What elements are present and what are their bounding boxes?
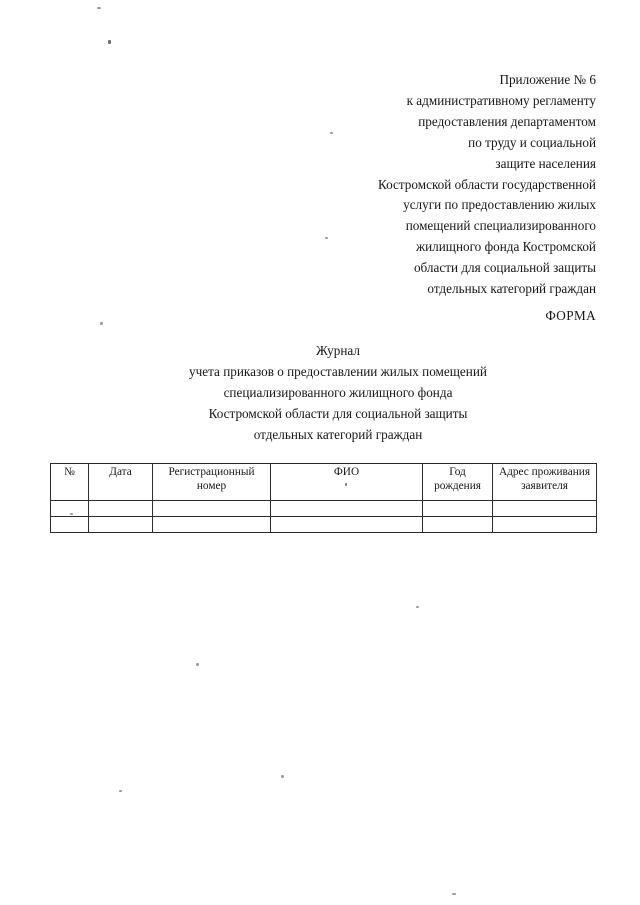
column-header-applicant-address	[493, 464, 597, 501]
cell-number	[51, 517, 89, 533]
cell-number	[51, 501, 89, 517]
appendix-line: Костромской области государственной	[377, 176, 596, 192]
column-header-number	[51, 464, 89, 501]
title-line: Костромской области для социальной защиты	[208, 405, 468, 421]
appendix-line: защите населения	[495, 155, 596, 171]
cell-date	[89, 517, 153, 533]
title-line: специализированного жилищного фонда	[223, 384, 453, 400]
form-label: ФОРМА	[545, 308, 596, 323]
cell-full-name	[271, 501, 423, 517]
table-row	[51, 517, 597, 533]
appendix-line: жилищного фонда Костромской	[415, 239, 596, 255]
page-title: Журнал	[316, 343, 360, 358]
column-header-full-name	[271, 464, 423, 501]
scan-speckle	[100, 322, 103, 325]
scan-speckle	[119, 790, 122, 792]
scan-speckle	[97, 7, 101, 9]
table-row	[51, 501, 597, 517]
appendix-line: Приложение № 6	[499, 72, 596, 87]
appendix-line: предоставления департаментом	[418, 113, 596, 129]
column-header-label: №	[64, 466, 75, 478]
scan-speckle	[416, 606, 419, 608]
cell-full-name	[271, 517, 423, 533]
scan-speckle	[196, 663, 199, 666]
column-header-birth-year	[423, 464, 493, 501]
column-header-label: Дата	[109, 466, 132, 478]
cell-birth-year	[423, 501, 493, 517]
appendix-line: помещений специализированного	[405, 218, 596, 234]
cell-date	[89, 501, 153, 517]
appendix-reference-block	[300, 70, 596, 300]
appendix-line: по труду и социальной	[468, 134, 596, 150]
appendix-line: к административному регламенту	[406, 92, 596, 108]
document-title-block	[60, 341, 616, 446]
column-header-label: Регистрационный номер	[168, 466, 255, 492]
title-line: отдельных категорий граждан	[253, 426, 423, 442]
cell-birth-year	[423, 517, 493, 533]
title-line: учета приказов о предоставлении жилых помещений	[189, 363, 487, 379]
cell-registration-number	[153, 501, 271, 517]
column-header-date	[89, 464, 153, 501]
cell-applicant-address	[493, 501, 597, 517]
scan-speckle	[452, 893, 456, 895]
column-header-registration-number	[153, 464, 271, 501]
cell-registration-number	[153, 517, 271, 533]
scan-speckle	[108, 40, 111, 44]
column-header-label: Год рождения	[434, 466, 481, 492]
appendix-line: области для социальной защиты	[413, 260, 596, 276]
scan-speckle	[281, 775, 284, 778]
register-table	[50, 463, 597, 533]
appendix-line: отдельных категорий граждан	[427, 281, 596, 297]
column-header-label: ФИО	[333, 466, 360, 478]
table-header-row	[51, 464, 597, 501]
cell-applicant-address	[493, 517, 597, 533]
column-header-label: Адрес проживания заявителя	[498, 466, 591, 492]
appendix-line: услуги по предоставлению жилых	[403, 197, 596, 213]
